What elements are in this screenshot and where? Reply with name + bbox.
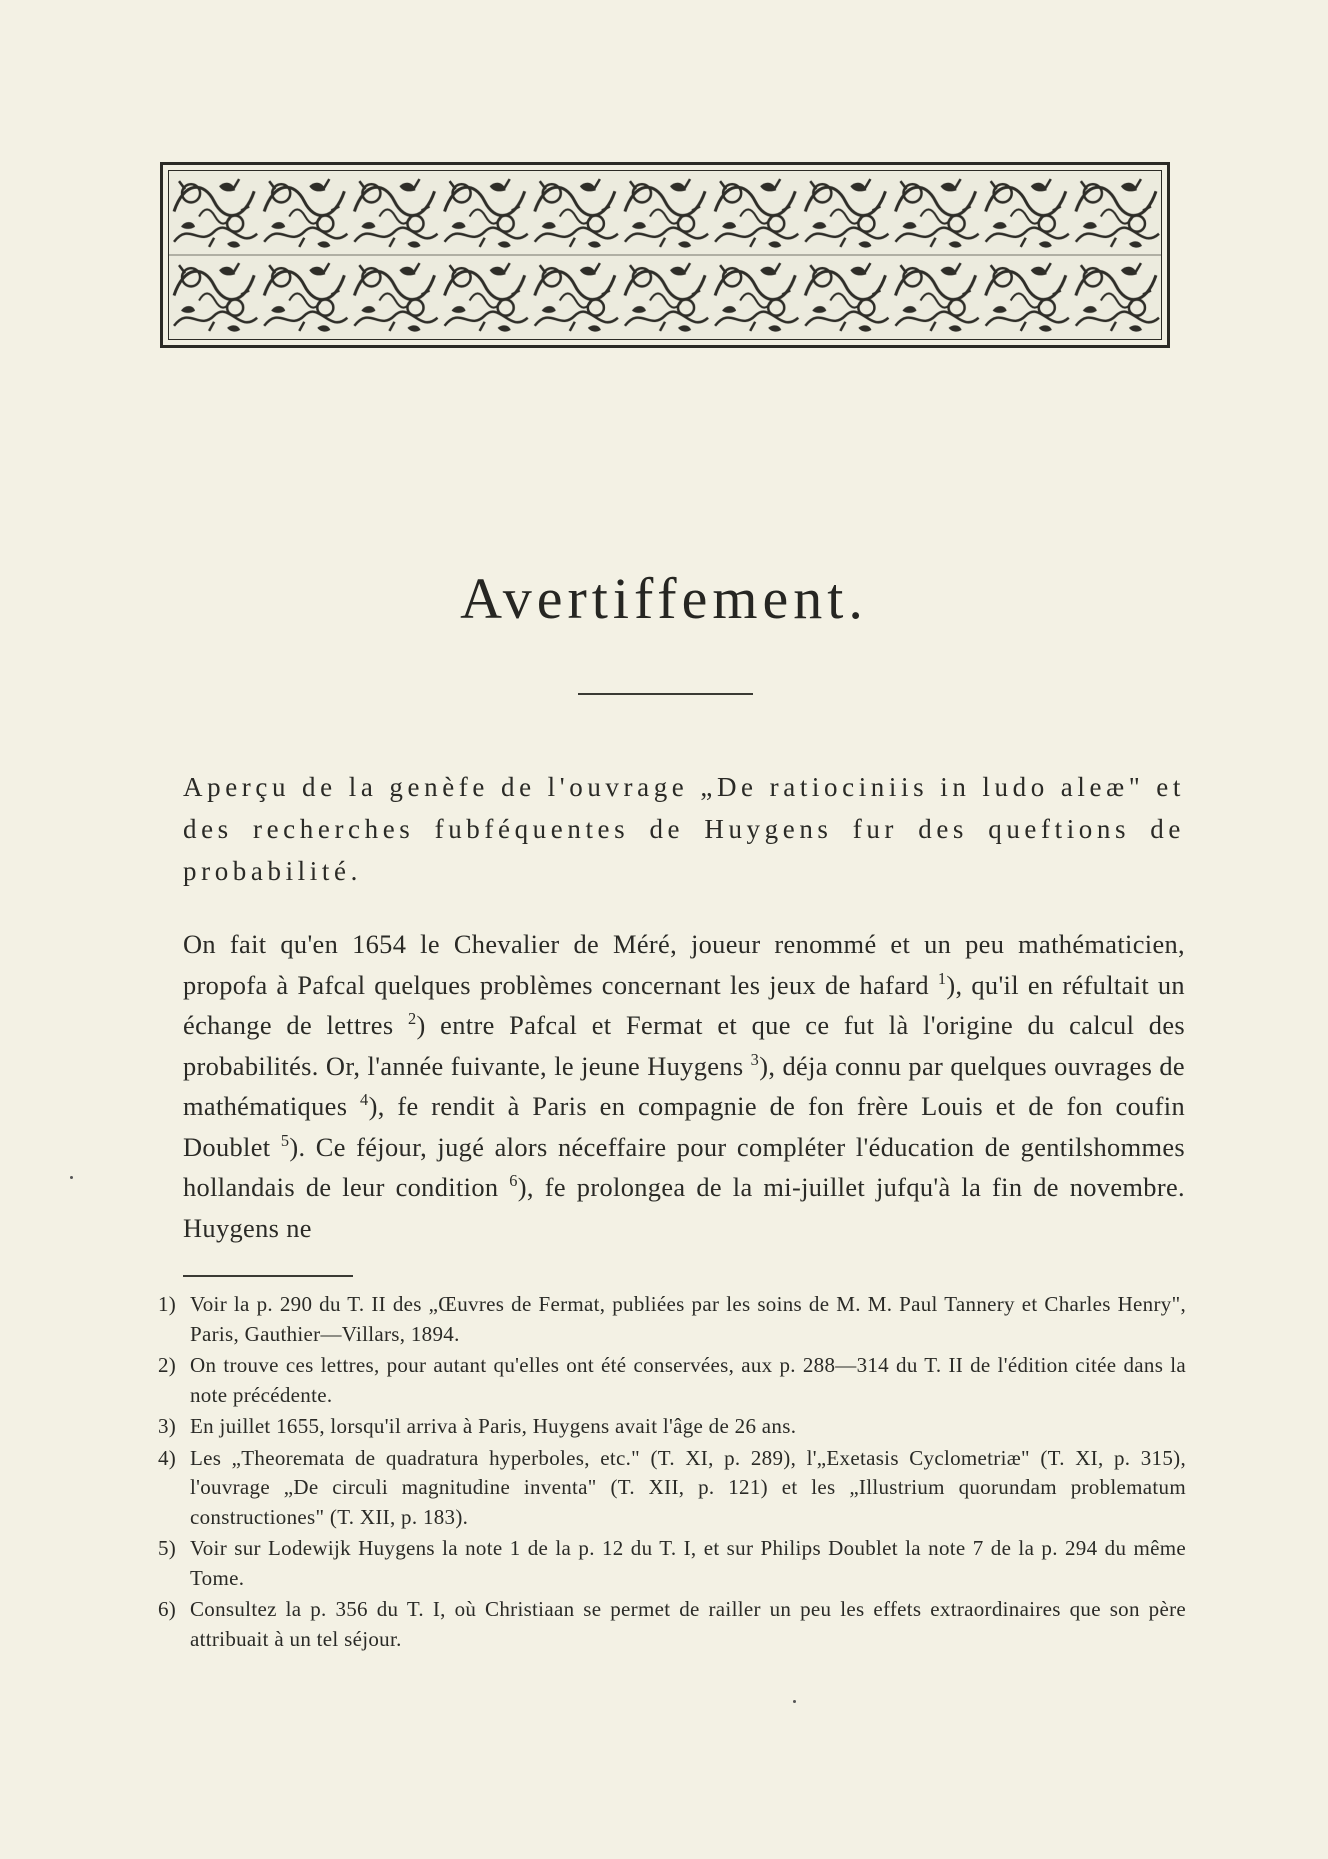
section-subtitle: Aperçu de la genèfe de l'ouvrage „De ratiociniis in ludo aleæ" et des recherches fubféquentes de Huygens fur des queftions de probabilité.	[183, 772, 1185, 886]
body-text-2: ), qu'il en réfultait un échange de lettres	[183, 969, 1185, 1040]
footnote-mark: 5)	[158, 1536, 177, 1560]
footnote-ref-5: 5	[280, 1130, 290, 1150]
footnote	[158, 1595, 1186, 1654]
page-title: Avertiffement.	[460, 566, 868, 631]
footnote	[158, 1534, 1186, 1593]
footnote-mark: 6)	[158, 1597, 177, 1621]
body-text-5: ), fe rendit à Paris en compagnie de fon frère Louis et de fon coufin Doublet	[183, 1091, 1185, 1162]
footnote-text: On trouve ces lettres, pour autant qu'elles ont été conservées, aux p. 288—314 du T. II de l'édition citée dans la note précédente.	[190, 1353, 1186, 1407]
footnote-mark: 1)	[158, 1292, 177, 1316]
footnote-ref-3: 3	[750, 1049, 760, 1069]
footnote-text: Voir la p. 290 du T. II des „Œuvres de Fermat, publiées par les soins de M. M. Paul Tannery et Charles Henry", Paris, Gauthier—Villars, 1894.	[190, 1292, 1186, 1346]
page-speck	[793, 1700, 796, 1703]
body-text-6: ). Ce féjour, jugé alors néceffaire pour compléter l'éducation de gentilshommes hollandais de leur condition	[183, 1131, 1186, 1202]
footnote-mark: 2)	[158, 1353, 177, 1377]
footnote-text: Les „Theoremata de quadratura hyperboles, etc." (T. XI, p. 289), l'„Exetasis Cyclometriæ" (T. XI, p. 315), l'ouvrage „De circuli magnitudine inventa" (T. XII, p. 121) et les „Illustrium quorundam problematum constructiones" (T. XII, p. 183).	[190, 1445, 1186, 1529]
footnotes	[158, 1290, 1186, 1656]
footnote-mark: 3)	[158, 1414, 177, 1438]
footnote-ref-2: 2	[407, 1009, 417, 1029]
footnote-ref-1: 1	[937, 968, 947, 988]
body-paragraph	[183, 924, 1185, 1248]
ornamental-headpiece	[160, 162, 1170, 348]
footnote-text: En juillet 1655, lorsqu'il arriva à Paris, Huygens avait l'âge de 26 ans.	[190, 1414, 797, 1438]
footnote	[158, 1351, 1186, 1410]
footnote	[158, 1444, 1186, 1533]
footnote-text: Voir sur Lodewijk Huygens la note 1 de la p. 12 du T. I, et sur Philips Doublet la note 7 de la p. 294 du même Tome.	[190, 1536, 1186, 1590]
footnote-ref-4: 4	[360, 1090, 369, 1110]
footnote-ref-6: 6	[509, 1171, 518, 1191]
ornament-pattern	[169, 171, 1161, 339]
footnote-divider	[183, 1275, 353, 1277]
footnote	[158, 1412, 1186, 1442]
body-text-7: ), fe prolongea de la mi-juillet jufqu'à la fin de novembre. Huygens ne	[183, 1172, 1185, 1243]
footnote-text: Consultez la p. 356 du T. I, où Christiaan se permet de railler un peu les effets extraordinaires que son père attribuait à un tel séjour.	[190, 1597, 1186, 1651]
body-text-3: ) entre Pafcal et Fermat et que ce fut là l'origine du calcul des probabilités. Or, l'année fuivante, le jeune Huygens	[183, 1010, 1185, 1081]
title-divider	[578, 693, 753, 695]
body-text-1: On fait qu'en 1654 le Chevalier de Méré, joueur renommé et un peu mathématicien, propofa à Pafcal quelques problèmes concernant les jeux de hafard	[183, 929, 1185, 1000]
body-text-4: ), déja connu par quelques ouvrages de mathématiques	[183, 1050, 1185, 1121]
footnote-mark: 4)	[158, 1445, 177, 1470]
footnote	[158, 1290, 1186, 1349]
page-speck	[70, 1176, 73, 1179]
